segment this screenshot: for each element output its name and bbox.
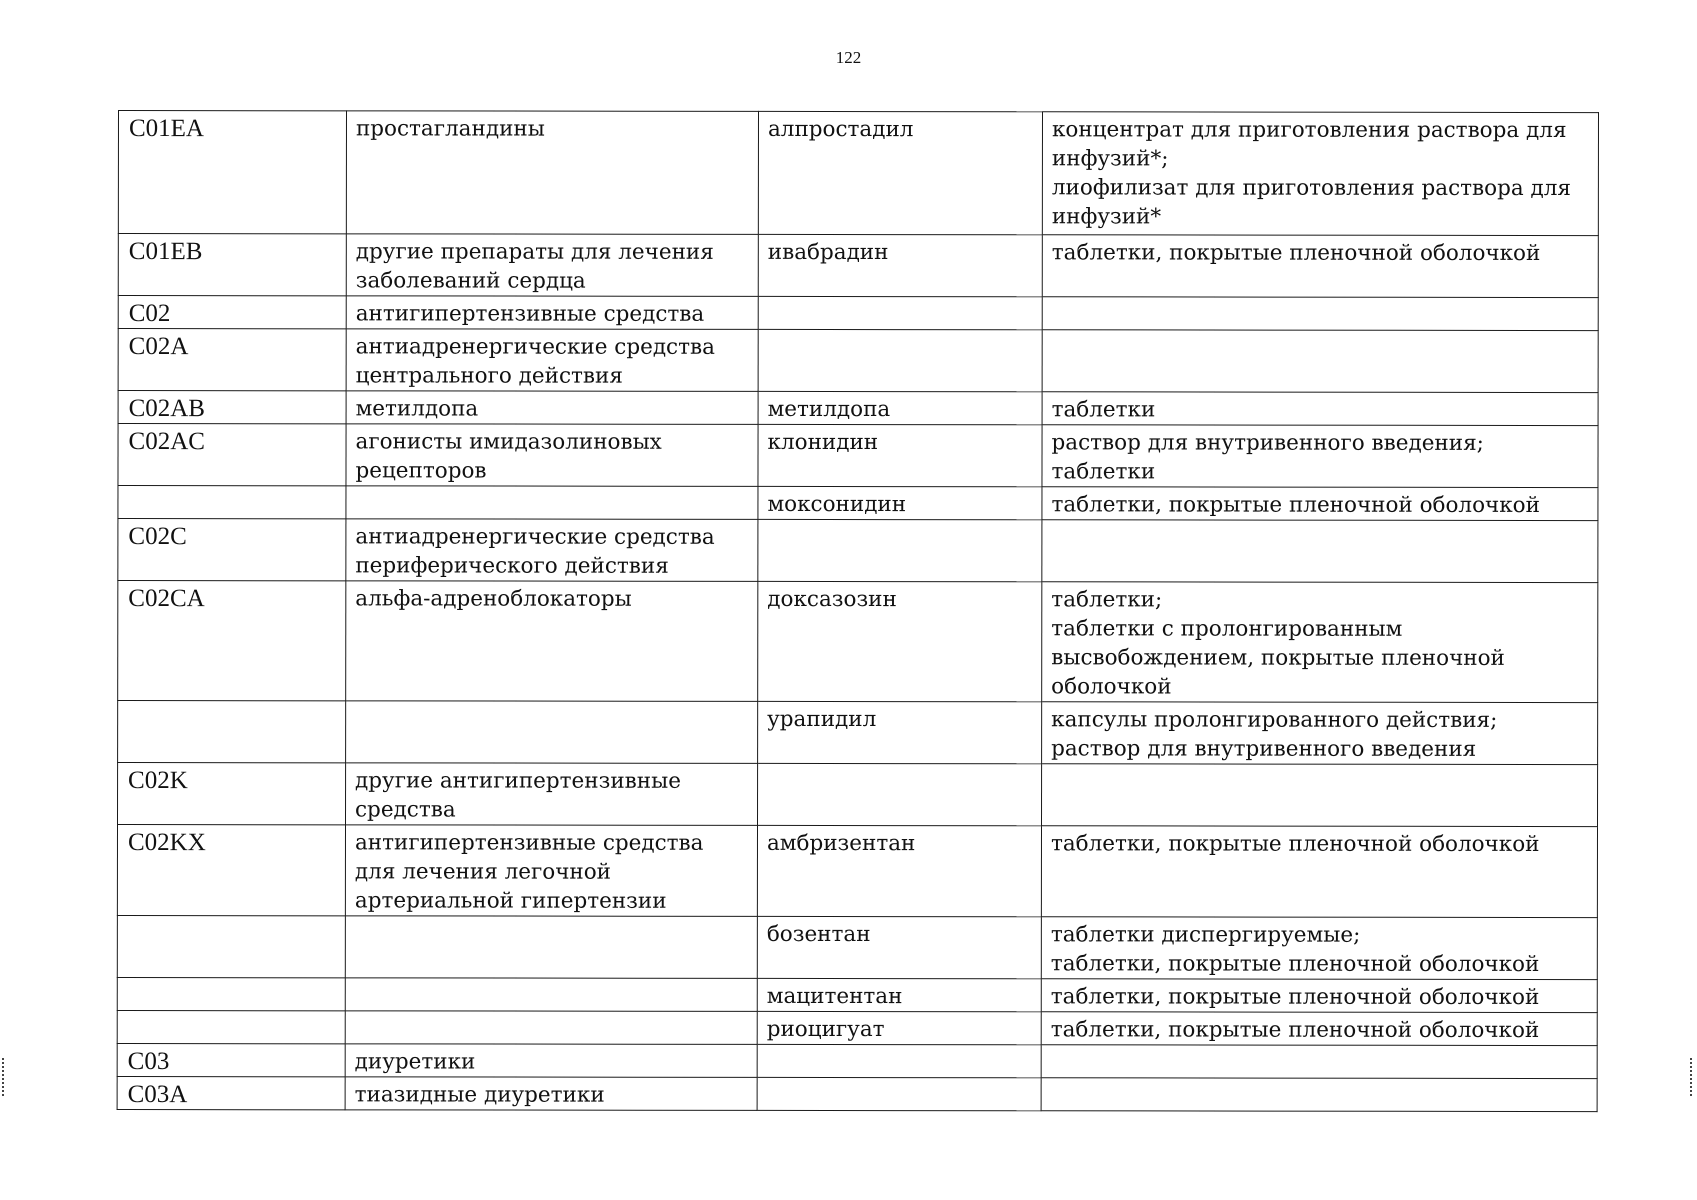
drug-name-cell: моксонидин	[758, 486, 1042, 519]
drug-name-cell	[758, 519, 1042, 581]
atc-code-cell	[117, 915, 345, 977]
atc-code-cell: C02AB	[118, 391, 346, 424]
atc-drug-table	[117, 110, 1599, 1112]
atc-code-cell: C02	[118, 296, 346, 329]
anatomical-group-cell: антигипертензивные средства для лечения легочной артериальной гипертензии	[345, 825, 757, 917]
dosage-form-line: капсулы пролонгированного действия;	[1051, 707, 1498, 733]
drug-name-cell: бозентан	[757, 916, 1041, 978]
drug-name-cell: ивабрадин	[758, 234, 1042, 296]
table-row	[118, 234, 1598, 298]
atc-code-cell: C01EB	[118, 234, 346, 296]
dosage-form-line: таблетки с пролонгированным высвобождением, покрытые пленочной оболочкой	[1051, 616, 1505, 700]
dosage-form-cell	[1041, 826, 1597, 918]
atc-code-cell	[117, 977, 345, 1010]
left-edge-mark	[2, 1058, 6, 1096]
table-row	[118, 329, 1598, 393]
drug-name-cell	[758, 763, 1042, 825]
dosage-form-line: таблетки, покрытые пленочной оболочкой	[1051, 240, 1541, 266]
drug-name-cell: клонидин	[758, 424, 1042, 486]
anatomical-group-cell: простагландины	[346, 111, 758, 235]
drug-name-cell	[757, 1077, 1041, 1110]
drug-name-cell: алпростадил	[758, 111, 1042, 234]
anatomical-group-cell: альфа-адреноблокаторы	[346, 581, 758, 702]
page-number: 122	[835, 48, 862, 67]
anatomical-group-cell	[345, 1011, 757, 1045]
dosage-form-cell	[1042, 487, 1598, 521]
atc-code-cell: C02K	[118, 763, 346, 825]
anatomical-group-cell: антигипертензивные средства	[346, 296, 758, 330]
atc-code-cell	[118, 486, 346, 519]
table-row	[117, 825, 1597, 918]
table-row	[118, 519, 1598, 583]
atc-code-cell: C02AC	[118, 424, 346, 486]
dosage-form-cell	[1041, 917, 1597, 980]
dosage-form-cell	[1041, 1045, 1597, 1079]
right-edge-mark	[1690, 1058, 1694, 1096]
anatomical-group-cell	[345, 916, 757, 979]
dosage-form-line: таблетки диспергируемые;	[1050, 922, 1361, 948]
drug-name-cell: мацитентан	[757, 978, 1041, 1011]
table-row	[118, 763, 1598, 827]
dosage-form-line: раствор для внутривенного введения;	[1051, 430, 1484, 456]
anatomical-group-cell: антиадренергические средства периферического действия	[346, 519, 758, 582]
dosage-form-line: раствор для внутривенного введения	[1051, 736, 1477, 762]
anatomical-group-cell: другие антигипертензивные средства	[346, 763, 758, 826]
anatomical-group-cell	[346, 701, 758, 764]
table-row	[118, 486, 1598, 521]
table-row	[118, 296, 1598, 331]
dosage-form-line: концентрат для приготовления раствора для инфузий*;	[1051, 117, 1567, 172]
drug-name-cell: риоцигуат	[757, 1011, 1041, 1044]
anatomical-group-cell: метилдопа	[346, 391, 758, 425]
dosage-form-line: таблетки;	[1051, 587, 1163, 613]
atc-code-cell	[118, 701, 346, 763]
anatomical-group-cell: другие препараты для лечения заболеваний сердца	[346, 234, 758, 297]
drug-name-cell: доксазозин	[758, 581, 1042, 701]
dosage-form-cell	[1042, 112, 1598, 236]
dosage-form-cell	[1042, 392, 1598, 426]
dosage-form-line: таблетки, покрытые пленочной оболочкой	[1051, 492, 1540, 518]
atc-code-cell: C02KX	[117, 825, 345, 916]
drug-name-cell: метилдопа	[758, 391, 1042, 424]
drug-name-cell	[757, 1044, 1041, 1077]
dosage-form-cell	[1042, 235, 1598, 298]
dosage-form-line: таблетки, покрытые пленочной оболочкой	[1050, 984, 1540, 1010]
anatomical-group-cell	[346, 486, 758, 520]
dosage-form-cell	[1041, 1078, 1597, 1112]
atc-code-cell: C02A	[118, 329, 346, 391]
anatomical-group-cell: агонисты имидазолиновых рецепторов	[346, 424, 758, 487]
atc-code-cell: C02C	[118, 519, 346, 581]
table-row	[118, 581, 1598, 703]
dosage-form-cell	[1042, 297, 1598, 331]
dosage-form-line: таблетки, покрытые пленочной оболочкой	[1050, 831, 1540, 857]
dosage-form-cell	[1042, 582, 1598, 703]
table-row	[117, 915, 1597, 979]
table-body	[117, 111, 1598, 1112]
anatomical-group-cell: диуретики	[345, 1044, 757, 1078]
dosage-form-cell	[1042, 520, 1598, 583]
dosage-form-line: лиофилизат для приготовления раствора для инфузий*	[1051, 175, 1572, 230]
table-row	[117, 1076, 1597, 1111]
dosage-form-cell	[1042, 330, 1598, 393]
drug-name-cell: амбризентан	[757, 825, 1041, 916]
dosage-form-line: таблетки	[1051, 459, 1156, 485]
dosage-form-line: таблетки, покрытые пленочной оболочкой	[1050, 951, 1540, 977]
atc-code-cell: C02CA	[118, 581, 346, 701]
table-row	[118, 701, 1598, 765]
dosage-form-cell	[1042, 425, 1598, 488]
dosage-form-cell	[1041, 979, 1597, 1013]
atc-code-cell: C03A	[117, 1076, 345, 1109]
anatomical-group-cell: тиазидные диуретики	[345, 1077, 757, 1111]
drug-name-cell	[758, 296, 1042, 329]
table-row	[118, 111, 1598, 236]
table-row	[118, 424, 1598, 488]
dosage-form-cell	[1041, 1012, 1597, 1046]
atc-code-cell: C03	[117, 1043, 345, 1076]
table-row	[117, 977, 1597, 1012]
atc-code-cell	[117, 1010, 345, 1043]
dosage-form-line: таблетки	[1051, 397, 1156, 423]
anatomical-group-cell	[345, 978, 757, 1012]
table-row	[118, 391, 1598, 426]
drug-name-cell	[758, 329, 1042, 391]
dosage-form-cell	[1042, 702, 1598, 765]
dosage-form-cell	[1042, 764, 1598, 827]
drug-name-cell: урапидил	[758, 701, 1042, 763]
atc-code-cell: C01EA	[118, 111, 346, 234]
dosage-form-line: таблетки, покрытые пленочной оболочкой	[1050, 1017, 1540, 1043]
table-row	[117, 1043, 1597, 1078]
table-row	[117, 1010, 1597, 1045]
anatomical-group-cell: антиадренергические средства центрального действия	[346, 329, 758, 392]
